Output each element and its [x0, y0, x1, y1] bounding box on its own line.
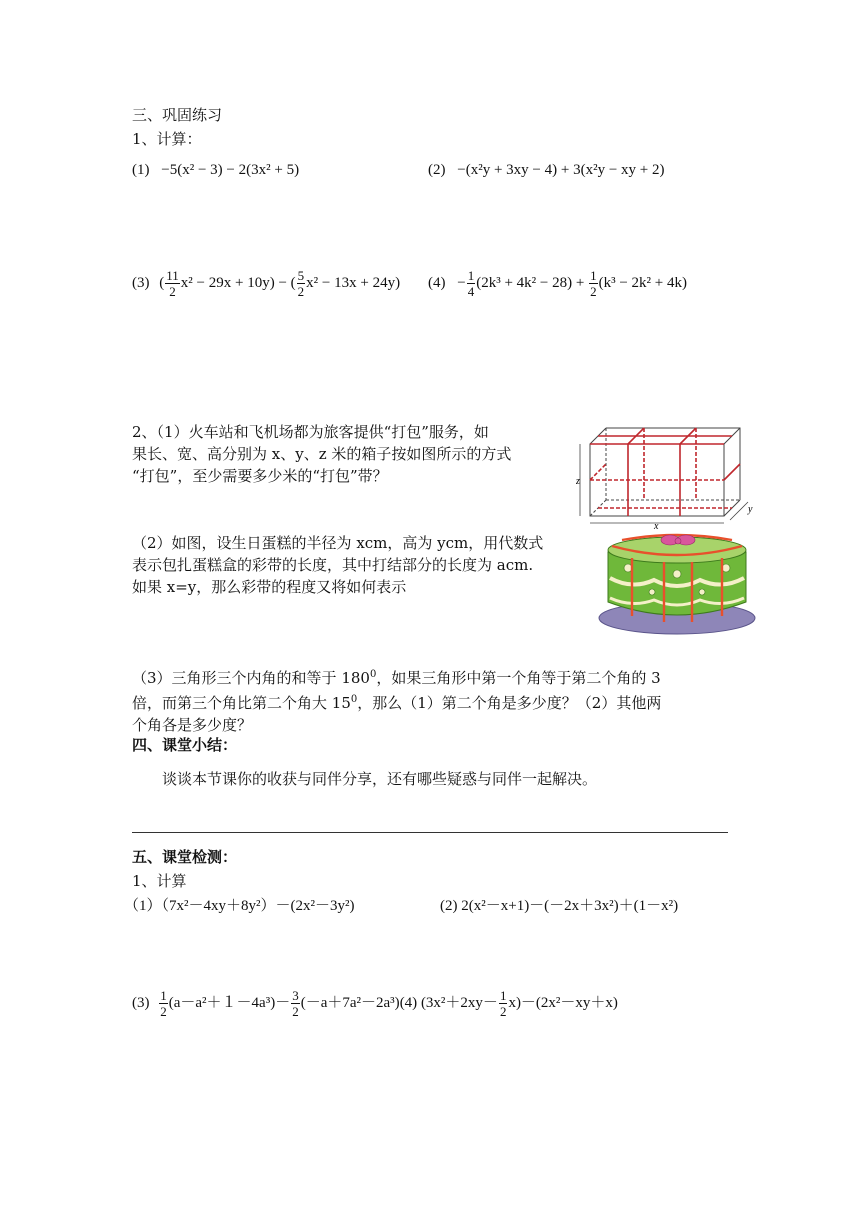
fraction: $\frac{1}{2}$ [590, 268, 597, 299]
problem-number: (2) [428, 162, 446, 178]
section-4-title: 四、课堂小结： [132, 736, 238, 754]
bow [661, 535, 695, 545]
problem-expression: −(x²y + 3xy − 4) + 3(x²y − xy + 2) [457, 162, 665, 178]
problem-number: (3) [132, 994, 150, 1011]
test-problem-3: (3) $\frac{1}{2}$ (a－a²＋１－4a³)－ $\frac{3}{2}$ (－a＋7a²－2a³)(4) (3x²＋2xy－ $\frac{1}{2}$ x)－(2x²－xy＋x) [132, 988, 618, 1019]
divider [132, 832, 728, 833]
problem-2 [428, 162, 664, 179]
fraction: $\frac{5}{2}$ [297, 268, 305, 299]
question-2-part-2: （2）如图，设生日蛋糕的半径为 xcm，高为 ycm，用代数式 表示包扎蛋糕盒的彩带的长度，其中打结部分的长度为 acm. 如果 x=y，那么彩带的程度又将如何表示 [132, 534, 544, 596]
label-y: y [748, 504, 753, 515]
section-3-title: 三、巩固练习 [132, 106, 223, 124]
fraction: $\frac{11}{2}$ [166, 268, 179, 299]
problem-expression: −5(x² − 3) − 2(3x² + 5) [161, 162, 300, 178]
box-diagram [576, 420, 772, 530]
test-problem-2: (2) 2(x²－x+1)－(－2x＋3x²)＋(1－x²) [440, 898, 679, 914]
question-3: （3）三角形三个内角的和等于 $180^0$，如果三角形中第一个角等于第二个角的 3 倍，而第三个角比第二个角大 $15^0$，那么（1）第二个角是多少度？（2）其他两 个角各是多少度？ [132, 669, 662, 734]
section-5-title: 五、课堂检测： [132, 848, 238, 866]
label-x: x [654, 521, 659, 530]
test-problem-1: （1）（7x²－4xy＋8y²）－(2x²－3y²) [124, 898, 355, 914]
test-q1-label: 1、计算 [132, 872, 187, 890]
fraction: $\frac{1}{4}$ [467, 268, 475, 299]
fraction: $\frac{1}{2}$ [160, 988, 167, 1019]
problem-1 [132, 162, 299, 179]
problem-number: (4) [428, 274, 446, 291]
question-2-part-1: 2、（1）火车站和飞机场都为旅客提供“打包”服务，如 果长、宽、高分别为 x、y、z 米的箱子按如图所示的方式 “打包”，至少需要多少米的“打包”带？ [132, 423, 512, 485]
cake-illustration [592, 530, 762, 636]
problem-number: (3) [132, 274, 150, 291]
label-z: z [576, 476, 580, 487]
fraction: $\frac{1}{2}$ [499, 988, 507, 1019]
problem-4: (4) − $\frac{1}{4}$ (2k³ + 4k² − 28) + $\frac{1}{2}$ (k³ − 2k² + 4k) [428, 268, 687, 299]
fraction: $\frac{3}{2}$ [292, 988, 299, 1019]
problem-number: (4) [399, 994, 418, 1011]
summary-text: 谈谈本节课你的收获与同伴分享，还有哪些疑惑与同伴一起解决。 [162, 770, 598, 788]
strap-lines [590, 428, 740, 516]
q1-label: 1、计算： [132, 130, 202, 148]
problem-number: (1) [132, 162, 150, 178]
problem-3: (3) ( $\frac{11}{2}$ x² − 29x + 10y) − ( $\frac{5}{2}$ x² − 13x + 24y) [132, 268, 401, 299]
